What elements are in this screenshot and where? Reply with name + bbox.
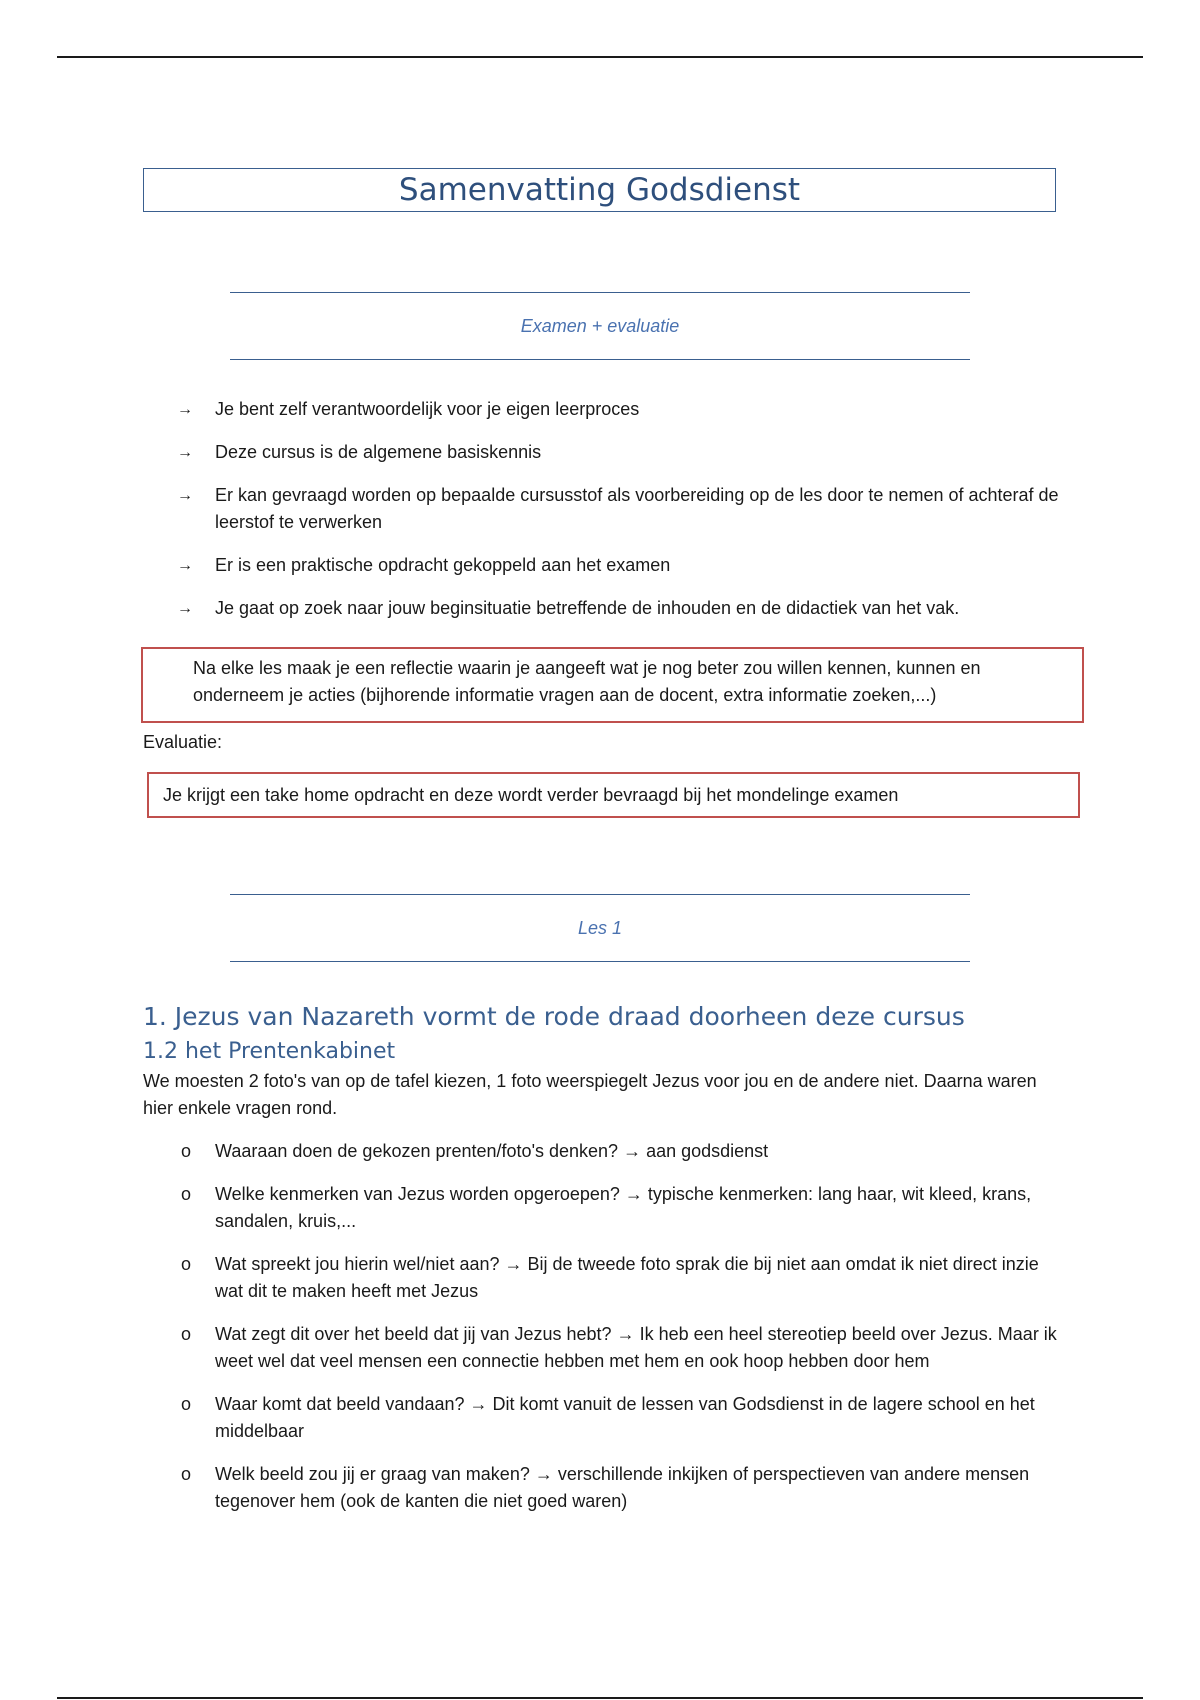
list-item: o Waaraan doen de gekozen prenten/foto's denken? → aan godsdienst (175, 1138, 1065, 1165)
list-item: o Wat spreekt jou hierin wel/niet aan? → Bij de tweede foto sprak die bij niet aan omdat ik niet direct inzie wat dit te maken heeft met Jezus (175, 1251, 1065, 1305)
list-item: o Welk beeld zou jij er graag van maken? → verschillende inkijken of perspectieven van andere mensen tegenover hem (ook de kanten die niet goed waren) (175, 1461, 1065, 1515)
list-item: → Er is een praktische opdracht gekoppeld aan het examen (175, 552, 1065, 579)
arrow-right-icon: → (177, 600, 193, 617)
list-item: → Je bent zelf verantwoordelijk voor je eigen leerproces (175, 396, 1065, 423)
section-heading-exam (230, 292, 970, 360)
circle-bullet-icon: o (181, 1464, 192, 1484)
section-heading-les1 (230, 894, 970, 962)
section-rule-bottom (230, 961, 970, 962)
page-top-rule (57, 56, 1143, 58)
intro-paragraph: We moesten 2 foto's van op de tafel kiezen, 1 foto weerspiegelt Jezus voor jou en de andere niet. Daarna waren hier enkele vragen rond. (143, 1071, 1037, 1118)
exam-points-list (175, 396, 1065, 638)
circle-bullet-icon: o (181, 1254, 192, 1274)
arrow-right-icon: → (177, 401, 193, 418)
list-item: o Welke kenmerken van Jezus worden opgeroepen? → typische kenmerken: lang haar, wit kleed, krans, sandalen, kruis,... (175, 1181, 1065, 1235)
list-item: → Deze cursus is de algemene basiskennis (175, 439, 1065, 466)
arrow-right-icon: → (177, 487, 193, 504)
heading-2: 1.2 het Prentenkabinet (143, 1039, 396, 1064)
list-item: → Er kan gevraagd worden op bepaalde cursusstof als voorbereiding op de les door te nemen of achteraf de leerstof te verwerken (175, 482, 1065, 536)
list-item: o Waar komt dat beeld vandaan? → Dit komt vanuit de lessen van Godsdienst in de lagere school en het middelbaar (175, 1391, 1065, 1445)
document-title: Samenvatting Godsdienst (143, 168, 1056, 212)
arrow-right-icon: → (177, 444, 193, 461)
heading-1: 1. Jezus van Nazareth vormt de rode draad doorheen deze cursus (143, 1002, 965, 1031)
arrow-right-icon: → (177, 557, 193, 574)
evaluatie-label: Evaluatie: (143, 732, 223, 752)
questions-list (175, 1138, 1065, 1531)
circle-bullet-icon: o (181, 1324, 192, 1344)
section-rule-bottom (230, 359, 970, 360)
circle-bullet-icon: o (181, 1141, 192, 1161)
circle-bullet-icon: o (181, 1394, 192, 1414)
list-item: o Wat zegt dit over het beeld dat jij van Jezus hebt? → Ik heb een heel stereotiep beeld over Jezus. Maar ik weet wel dat veel mensen een connectie hebben met hem en ook hoop hebben door hem (175, 1321, 1065, 1375)
list-item: → Je gaat op zoek naar jouw beginsituatie betreffende de inhouden en de didactiek van het vak. (175, 595, 1065, 622)
section-label: Les 1 (577, 918, 623, 938)
evaluatie-callout: Je krijgt een take home opdracht en deze wordt verder bevraagd bij het mondelinge examen (147, 772, 1080, 818)
section-label: Examen + evaluatie (520, 316, 680, 336)
circle-bullet-icon: o (181, 1184, 192, 1204)
reflection-callout: Na elke les maak je een reflectie waarin je aangeeft wat je nog beter zou willen kennen, kunnen en onderneem je acties (bijhorende informatie vragen aan de docent, extra informatie zoeken,...) (141, 647, 1084, 723)
page-bottom-rule (57, 1697, 1143, 1699)
